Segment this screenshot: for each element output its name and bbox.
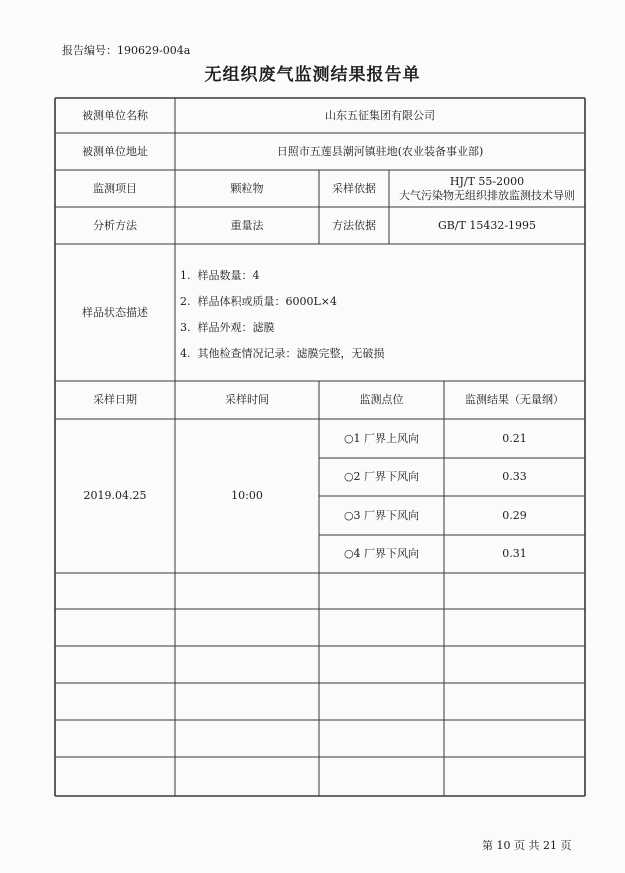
method-basis-value: GB/T 15432-1995 (437, 218, 537, 232)
page-number: 第 10 页 共 21 页 (482, 839, 572, 852)
unit-address-label: 被测单位地址 (82, 144, 148, 158)
list-item: 1. 样品数量：4 (180, 269, 260, 282)
method-basis-label: 方法依据 (332, 218, 376, 232)
unit-name-label: 被测单位名称 (82, 108, 148, 122)
page-title: 无组织废气监测结果报告单 (204, 65, 421, 85)
table-row-value: 0.31 (502, 547, 527, 561)
table-row-value: 0.21 (502, 431, 527, 445)
table-row-point: ○4 厂界下风向 (343, 547, 420, 561)
sampling-date-value: 2019.04.25 (83, 489, 147, 503)
sampling-time-value: 10:00 (231, 489, 263, 503)
header-sampling-time: 采样时间 (225, 393, 269, 407)
list-item: 3. 样品外观：滤膜 (180, 321, 275, 334)
list-item: 2. 样品体积或质量：6000L×4 (180, 295, 338, 308)
table-row-point: ○1 厂界上风向 (343, 431, 420, 445)
report-number: 报告编号：190629-004a (62, 44, 191, 57)
sampling-basis-label: 采样依据 (332, 181, 376, 195)
table-row-point: ○3 厂界下风向 (343, 508, 420, 522)
unit-address-value: 日照市五莲县潮河镇驻地(农业装备事业部) (276, 144, 484, 158)
monitoring-item-value: 颗粒物 (230, 181, 264, 195)
header-monitoring-result: 监测结果（无量纲） (465, 393, 564, 407)
sampling-basis-value (389, 170, 585, 207)
list-item: 4. 其他检查情况记录：滤膜完整，无破损 (180, 347, 385, 360)
table-row-value: 0.33 (502, 470, 527, 484)
sampling-basis-name: 大气污染物无组织排放监测技术导则 (399, 188, 575, 202)
analysis-method-label: 分析方法 (93, 218, 137, 232)
sample-status-list (180, 263, 385, 367)
table-row-value: 0.29 (502, 508, 527, 522)
table-row-point: ○2 厂界下风向 (343, 470, 420, 484)
unit-name-value: 山东五征集团有限公司 (325, 108, 435, 122)
analysis-method-value: 重量法 (230, 218, 264, 232)
sampling-basis-code: HJ/T 55-2000 (449, 174, 525, 188)
header-sampling-date: 采样日期 (93, 393, 137, 407)
monitoring-item-label: 监测项目 (93, 181, 137, 195)
sample-status-label: 样品状态描述 (82, 305, 148, 319)
header-monitoring-point: 监测点位 (359, 393, 404, 407)
